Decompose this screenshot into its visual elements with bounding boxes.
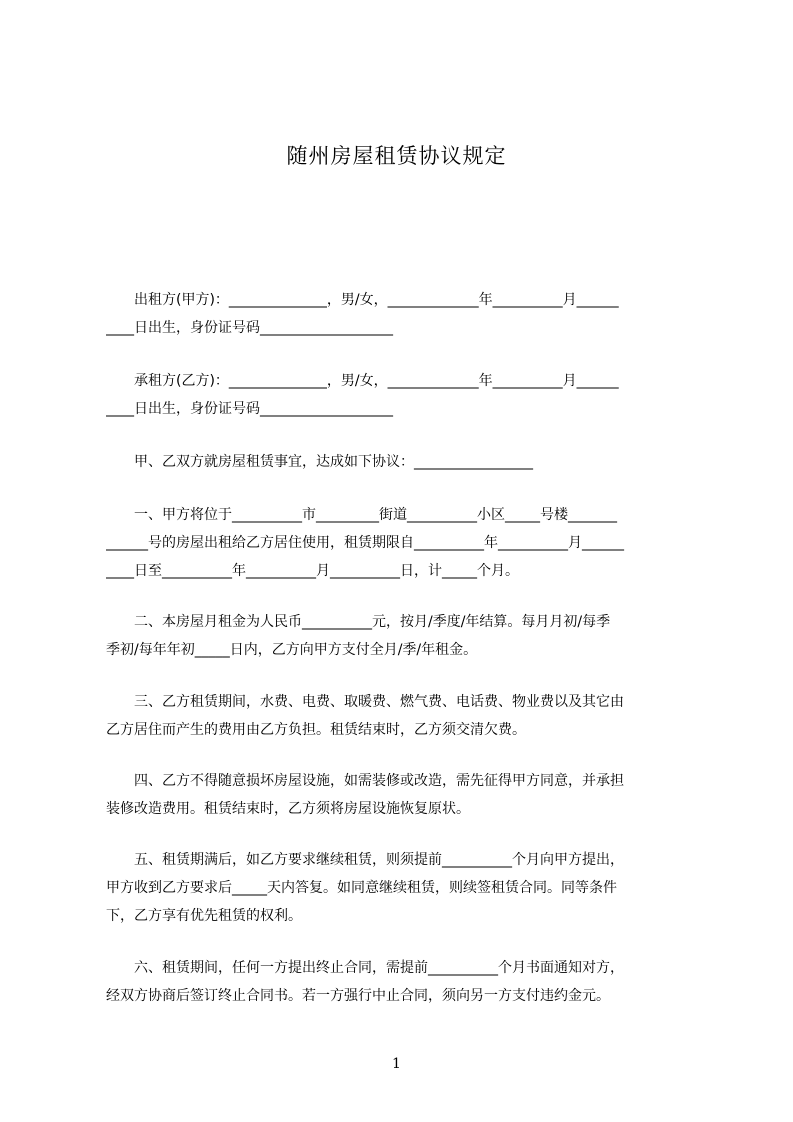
paragraph-agreement-intro <box>106 448 706 476</box>
text-line: 经双方协商后签订终止合同书。若一方强行中止合同，须向另一方支付违约金元。 <box>106 988 610 1004</box>
paragraph-clause-1 <box>106 501 706 585</box>
text-line: 乙方居住而产生的费用由乙方负担。租赁结束时，乙方须交清欠费。 <box>106 722 526 738</box>
text-line: 装修改造费用。租赁结束时，乙方须将房屋设施恢复原状。 <box>106 801 470 817</box>
text-line: ____日出生，身份证号码___________________ <box>106 320 393 336</box>
document-title: 随州房屋租赁协议规定 <box>286 144 507 168</box>
paragraph-lessee <box>106 367 706 423</box>
paragraph-clause-6 <box>106 954 706 1010</box>
paragraph-clause-4 <box>106 767 706 823</box>
text-line: 一、甲方将位于__________市_________街道__________小区_____号楼_______ <box>106 507 617 523</box>
text-line: 下，乙方享有优先租赁的权利。 <box>106 908 302 924</box>
text-line: 甲、乙双方就房屋租赁事宜，达成如下协议：_________________ <box>106 454 533 470</box>
text-line: 甲方收到乙方要求后_____天内答复。如同意继续租赁，则续签租赁合同。同等条件 <box>106 880 617 896</box>
page-number: 1 <box>392 1056 401 1072</box>
text-line: 三、乙方租赁期间，水费、电费、取暖费、燃气费、电话费、物业费以及其它由 <box>106 694 624 710</box>
text-line: ____日至__________年__________月__________日，计_____个月。 <box>106 563 519 579</box>
paragraph-clause-5 <box>106 846 706 930</box>
text-line: 六、租赁期间，任何一方提出终止合同，需提前__________个月书面通知对方， <box>106 960 624 976</box>
paragraph-clause-3 <box>106 688 706 744</box>
text-line: ______号的房屋出租给乙方居住使用，租赁期限自__________年__________月______ <box>106 535 624 551</box>
text-line: 季初/每年年初_____日内，乙方向甲方支付全月/季/年租金。 <box>106 642 478 658</box>
text-line: 四、乙方不得随意损坏房屋设施，如需装修或改造，需先征得甲方同意，并承担 <box>106 773 624 789</box>
paragraph-lessor <box>106 286 706 342</box>
text-line: ____日出生，身份证号码___________________ <box>106 401 393 417</box>
paragraph-clause-2 <box>106 608 706 664</box>
text-line: 二、本房屋月租金为人民币__________元，按月/季度/年结算。每月月初/每季 <box>106 614 611 630</box>
text-line: 出租方(甲方)：______________，男/女，_____________年__________月______ <box>106 292 619 308</box>
text-line: 五、租赁期满后，如乙方要求继续租赁，则须提前__________个月向甲方提出， <box>106 852 624 868</box>
text-line: 承租方(乙方)：______________，男/女，_____________年__________月______ <box>106 373 619 389</box>
